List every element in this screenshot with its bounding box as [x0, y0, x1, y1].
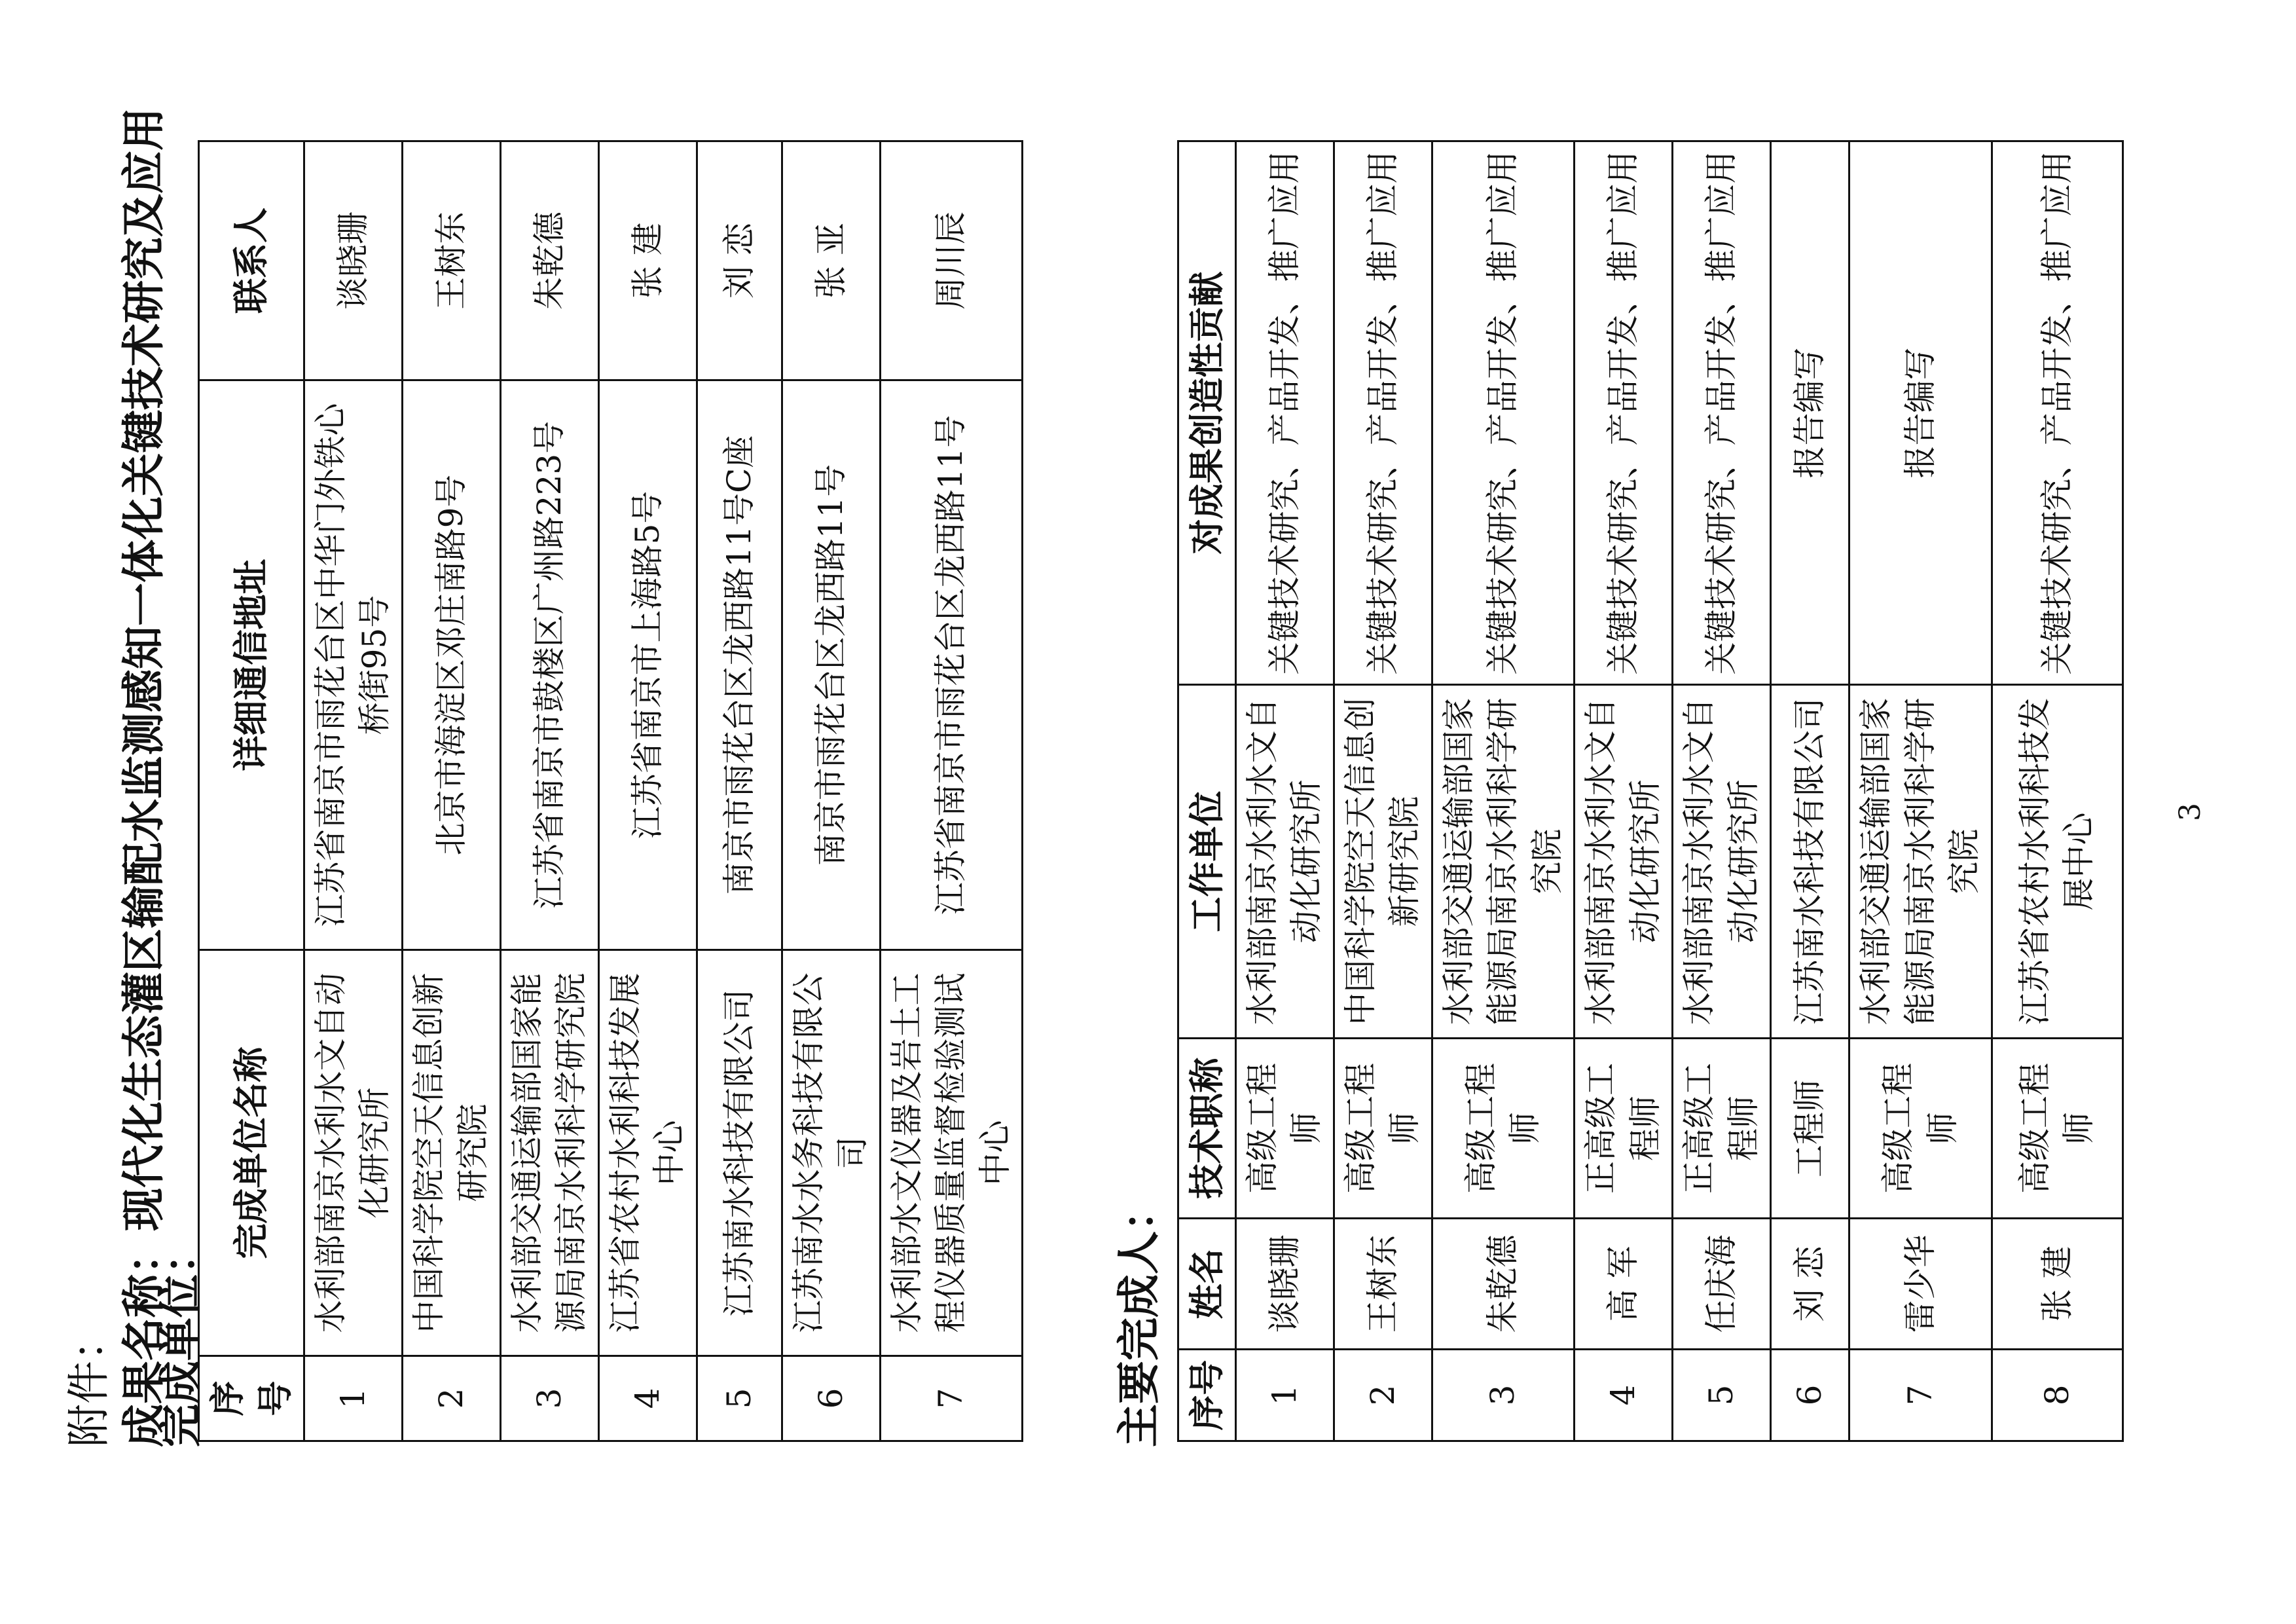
unit-name: 水利部南京水利水文自动化研究所 — [304, 950, 402, 1356]
person-name: 高 军 — [1575, 1219, 1673, 1350]
unit-address: 江苏省南京市雨花台区中华门外铁心桥街95号 — [304, 380, 402, 950]
unit-index: 2 — [402, 1356, 500, 1441]
unit-name: 江苏南水科技有限公司 — [697, 950, 782, 1356]
unit-index: 7 — [880, 1356, 1023, 1441]
unit-index: 4 — [598, 1356, 697, 1441]
person-name: 任庆海 — [1673, 1219, 1771, 1350]
unit-index: 5 — [697, 1356, 782, 1441]
unit-contact: 朱乾德 — [500, 141, 598, 380]
unit-contact: 张 亚 — [782, 141, 880, 380]
unit-index: 6 — [782, 1356, 880, 1441]
person-title: 高级工程师 — [1992, 1039, 2123, 1219]
units-section-title: 完成单位： — [155, 1231, 206, 1447]
unit-address: 北京市海淀区邓庄南路9号 — [402, 380, 500, 950]
person-title: 高级工程师 — [1850, 1039, 1992, 1219]
people-header-workplace: 工作单位 — [1178, 685, 1236, 1039]
person-index: 1 — [1235, 1350, 1334, 1441]
unit-contact: 刘 恋 — [697, 141, 782, 380]
person-index: 7 — [1850, 1350, 1992, 1441]
table-row — [1235, 141, 1334, 1441]
units-header-contact: 联系人 — [199, 141, 304, 380]
table-row — [1673, 141, 1771, 1441]
person-contribution: 关键技术研究、产品开发、推广应用 — [1432, 141, 1575, 685]
unit-name: 江苏南水水务科技有限公司 — [782, 950, 880, 1356]
unit-contact: 谈晓珊 — [304, 141, 402, 380]
project-title: 现代化生态灌区输配水监测感知一体化关键技术研究及应用 — [118, 107, 169, 1231]
person-workplace: 中国科学院空天信息创新研究院 — [1334, 685, 1432, 1039]
units-header-address: 详细通信地址 — [199, 380, 304, 950]
attachment-label: 附件： — [64, 1318, 114, 1447]
person-workplace: 水利部交通运输部国家能源局南京水利科学研究院 — [1850, 685, 1992, 1039]
person-workplace: 水利部南京水利水文自动化研究所 — [1235, 685, 1334, 1039]
person-index: 5 — [1673, 1350, 1771, 1441]
person-contribution: 关键技术研究、产品开发、推广应用 — [1235, 141, 1334, 685]
person-contribution: 关键技术研究、产品开发、推广应用 — [1575, 141, 1673, 685]
unit-index: 3 — [500, 1356, 598, 1441]
table-row — [598, 141, 697, 1441]
table-row — [1992, 141, 2123, 1441]
person-contribution: 报告编写 — [1850, 141, 1992, 685]
people-table-header-row — [1178, 141, 1236, 1441]
person-title: 正高级工程师 — [1575, 1039, 1673, 1219]
unit-name: 水利部交通运输部国家能源局南京水利科学研究院 — [500, 950, 598, 1356]
unit-index: 1 — [304, 1356, 402, 1441]
person-workplace: 水利部交通运输部国家能源局南京水利科学研究院 — [1432, 685, 1575, 1039]
person-contribution: 关键技术研究、产品开发、推广应用 — [1673, 141, 1771, 685]
unit-address: 南京市雨花台区龙西路11号 — [782, 380, 880, 950]
unit-name: 江苏省农村水利科技发展中心 — [598, 950, 697, 1356]
table-row — [1771, 141, 1850, 1441]
completion-units-table — [198, 140, 1023, 1442]
unit-name: 中国科学院空天信息创新研究院 — [402, 950, 500, 1356]
person-name: 王树东 — [1334, 1219, 1432, 1350]
table-row — [697, 141, 782, 1441]
person-workplace: 江苏南水科技有限公司 — [1771, 685, 1850, 1039]
unit-contact: 张 建 — [598, 141, 697, 380]
units-header-index: 序号 — [199, 1356, 304, 1441]
person-title: 高级工程师 — [1432, 1039, 1575, 1219]
person-index: 3 — [1432, 1350, 1575, 1441]
person-title: 高级工程师 — [1334, 1039, 1432, 1219]
table-row — [1334, 141, 1432, 1441]
units-header-unit-name: 完成单位名称 — [199, 950, 304, 1356]
unit-contact: 周川辰 — [880, 141, 1023, 380]
person-index: 8 — [1992, 1350, 2123, 1441]
person-contribution: 报告编写 — [1771, 141, 1850, 685]
people-header-index: 序号 — [1178, 1350, 1236, 1441]
unit-address: 江苏省南京市鼓楼区广州路223号 — [500, 380, 598, 950]
main-contributors-table — [1177, 140, 2124, 1442]
person-title: 正高级工程师 — [1673, 1039, 1771, 1219]
person-name: 雷少华 — [1850, 1219, 1992, 1350]
unit-address: 江苏省南京市雨花台区龙西路11号 — [880, 380, 1023, 950]
table-row — [1432, 141, 1575, 1441]
table-row — [1575, 141, 1673, 1441]
table-row — [880, 141, 1023, 1441]
person-title: 工程师 — [1771, 1039, 1850, 1219]
table-row — [402, 141, 500, 1441]
person-name: 刘 恋 — [1771, 1219, 1850, 1350]
table-row — [304, 141, 402, 1441]
person-workplace: 水利部南京水利水文自动化研究所 — [1575, 685, 1673, 1039]
people-header-title: 技术职称 — [1178, 1039, 1236, 1219]
people-section-title: 主要完成人： — [1113, 1188, 1164, 1447]
table-row — [500, 141, 598, 1441]
units-table-header-row — [199, 141, 304, 1441]
unit-name: 水利部水文仪器及岩土工程仪器质量监督检验测试中心 — [880, 950, 1023, 1356]
person-index: 4 — [1575, 1350, 1673, 1441]
person-title: 高级工程师 — [1235, 1039, 1334, 1219]
person-contribution: 关键技术研究、产品开发、推广应用 — [1992, 141, 2123, 685]
page-number: 3 — [2174, 803, 2207, 821]
unit-address: 江苏省南京市上海路5号 — [598, 380, 697, 950]
person-contribution: 关键技术研究、产品开发、推广应用 — [1334, 141, 1432, 685]
person-name: 朱乾德 — [1432, 1219, 1575, 1350]
table-row — [1850, 141, 1992, 1441]
table-row — [782, 141, 880, 1441]
unit-contact: 王树东 — [402, 141, 500, 380]
unit-address: 南京市雨花台区龙西路11号C座 — [697, 380, 782, 950]
people-header-contribution: 对成果创造性贡献 — [1178, 141, 1236, 685]
person-index: 6 — [1771, 1350, 1850, 1441]
person-workplace: 水利部南京水利水文自动化研究所 — [1673, 685, 1771, 1039]
person-name: 张 建 — [1992, 1219, 2123, 1350]
project-name-label: 成果名称： — [118, 1231, 169, 1447]
person-index: 2 — [1334, 1350, 1432, 1441]
person-workplace: 江苏省农村水利科技发展中心 — [1992, 685, 2123, 1039]
people-header-name: 姓名 — [1178, 1219, 1236, 1350]
person-name: 谈晓珊 — [1235, 1219, 1334, 1350]
